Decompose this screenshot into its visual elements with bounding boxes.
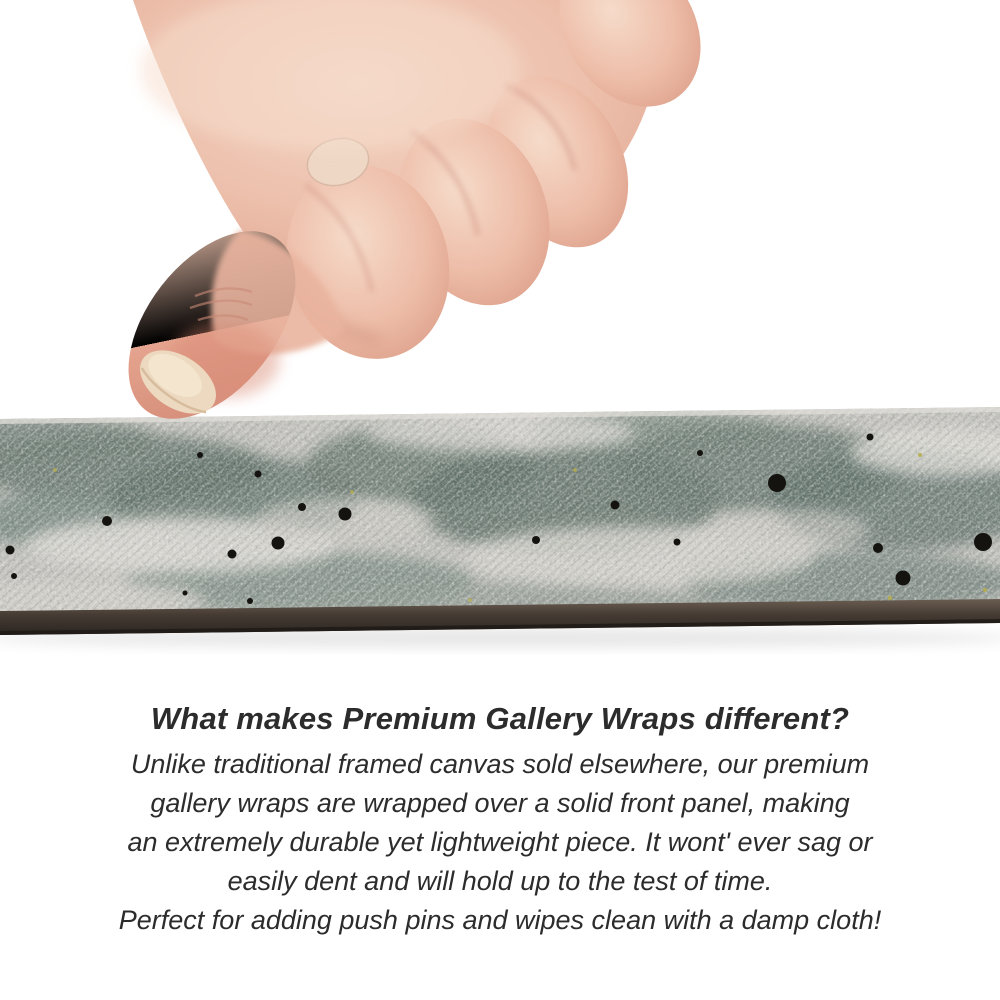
- caption-line: gallery wraps are wrapped over a solid front panel, making: [150, 788, 850, 818]
- gallery-wrap-canvas-edge: [0, 400, 1000, 635]
- caption-line: easily dent and will hold up to the test of time.: [227, 866, 773, 896]
- caption-line: Perfect for adding push pins and wipes clean with a damp cloth!: [118, 905, 882, 935]
- caption-line: an extremely durable yet lightweight piece. It wont' ever sag or: [127, 827, 873, 857]
- caption-heading: What makes Premium Gallery Wraps different?: [150, 701, 850, 736]
- canvas-paint-texture: [0, 400, 1000, 634]
- caption-line: Unlike traditional framed canvas sold elsewhere, our premium: [130, 749, 870, 779]
- caption-block: [0, 701, 1000, 940]
